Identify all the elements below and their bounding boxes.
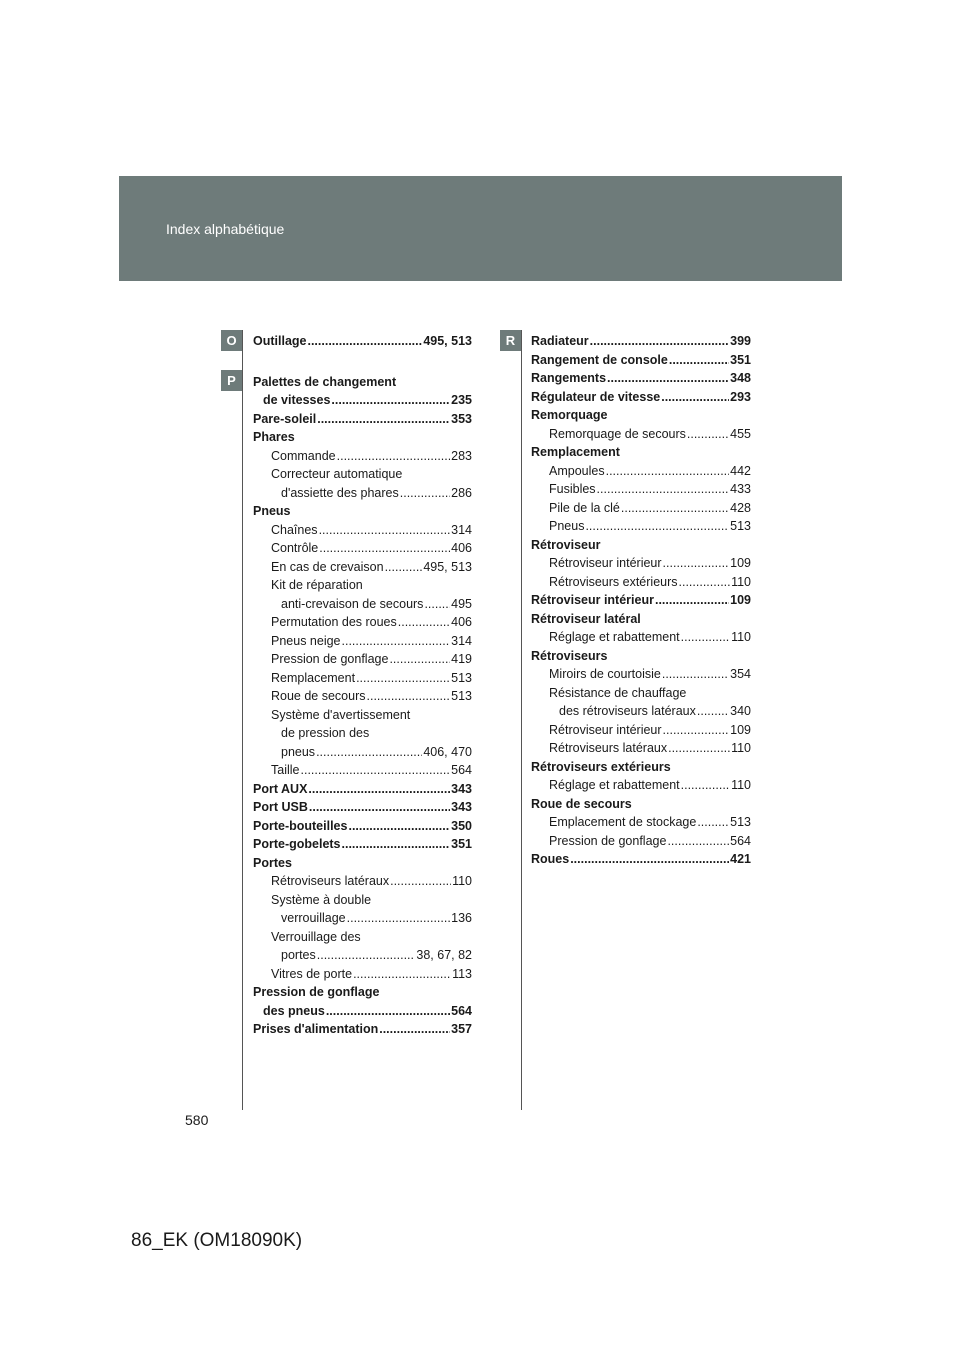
index-subentry: Réglage et rabattement ..... 110 <box>531 628 751 647</box>
index-entry: Rangement de console ..... 351 <box>531 351 751 370</box>
index-entry: Portes <box>253 855 292 870</box>
index-subentry: Verrouillage des <box>271 929 361 944</box>
index-subentry: pneus ..... 406, 470 <box>253 743 472 762</box>
index-subentry: d'assiette des phares ..... 286 <box>253 484 472 503</box>
index-entry: Pare-soleil ..... 353 <box>253 410 472 429</box>
index-entry: Porte-bouteilles ..... 350 <box>253 817 472 836</box>
index-entry: Port USB ..... 343 <box>253 798 472 817</box>
index-subentry: Système à double <box>271 892 372 907</box>
index-subentry: Chaînes ..... 314 <box>253 521 472 540</box>
column-rule-left <box>242 330 243 1110</box>
index-entry: Rétroviseurs <box>531 648 608 663</box>
index-entry: Port AUX ..... 343 <box>253 780 472 799</box>
section-header <box>119 176 842 281</box>
index-subentry: Remorquage de secours ..... 455 <box>531 425 751 444</box>
index-subentry: Miroirs de courtoisie ..... 354 <box>531 665 751 684</box>
index-subentry: anti-crevaison de secours ..... 495 <box>253 595 472 614</box>
index-column-left <box>253 332 472 1039</box>
index-entry: Prises d'alimentation ..... 357 <box>253 1020 472 1039</box>
index-entry: Rétroviseurs extérieurs <box>531 759 671 774</box>
index-entry: Roue de secours <box>531 796 632 811</box>
index-subentry: Pression de gonflage ..... 419 <box>253 650 472 669</box>
index-subentry: Correcteur automatique <box>271 467 403 481</box>
letter-tab-p: P <box>221 370 242 391</box>
index-subentry: Kit de réparation <box>271 578 363 592</box>
index-entry: Phares <box>253 430 295 444</box>
index-subentry: Réglage et rabattement ..... 110 <box>531 776 751 795</box>
column-rule-right <box>521 330 522 1110</box>
index-entry: Roues ..... 421 <box>531 850 751 869</box>
document-footer: 86_EK (OM18090K) <box>131 1230 303 1251</box>
index-subentry: Résistance de chauffage <box>549 685 687 700</box>
index-subentry: de pression des <box>281 726 370 740</box>
index-entry: Rétroviseur latéral <box>531 611 641 626</box>
index-subentry: Pile de la clé ..... 428 <box>531 499 751 518</box>
index-column-right <box>531 332 751 869</box>
index-subentry: Permutation des roues ..... 406 <box>253 613 472 632</box>
index-subentry: Ampoules ..... 442 <box>531 462 751 481</box>
index-subentry: Emplacement de stockage ..... 513 <box>531 813 751 832</box>
index-subentry: Commande ..... 283 <box>253 447 472 466</box>
section-title: Index alphabétique <box>166 221 285 237</box>
index-subentry: Remplacement ..... 513 <box>253 669 472 688</box>
index-entry: Régulateur de vitesse ..... 293 <box>531 388 751 407</box>
index-subentry: Rétroviseur intérieur ..... 109 <box>531 721 751 740</box>
index-subentry: Fusibles ..... 433 <box>531 480 751 499</box>
index-entry: Palettes de changement <box>253 374 397 389</box>
index-subentry: Taille ..... 564 <box>253 761 472 780</box>
index-subentry: Rétroviseurs extérieurs ..... 110 <box>531 573 751 592</box>
index-subentry: Vitres de porte ..... 113 <box>253 965 472 984</box>
index-subentry: Système d'avertissement <box>271 707 411 722</box>
index-entry: Outillage ..... 495, 513 <box>253 332 472 351</box>
index-subentry: Pression de gonflage ..... 564 <box>531 832 751 851</box>
index-entry: Remplacement <box>531 445 620 459</box>
index-subentry: Pneus ..... 513 <box>531 517 751 536</box>
index-entry: Rétroviseur intérieur ..... 109 <box>531 591 751 610</box>
index-entry: Rangements ..... 348 <box>531 369 751 388</box>
index-entry: Pneus <box>253 504 291 518</box>
index-entry: des pneus ..... 564 <box>253 1002 472 1021</box>
index-subentry: Rétroviseur intérieur ..... 109 <box>531 554 751 573</box>
index-subentry: Rétroviseurs latéraux ..... 110 <box>253 872 472 891</box>
letter-tab-r: R <box>500 330 521 351</box>
index-subentry: des rétroviseurs latéraux ..... 340 <box>531 702 751 721</box>
index-entry: de vitesses ..... 235 <box>253 391 472 410</box>
page-number: 580 <box>185 1112 209 1128</box>
index-subentry: Rétroviseurs latéraux ..... 110 <box>531 739 751 758</box>
index-entry: Rétroviseur <box>531 537 601 552</box>
letter-tab-o: O <box>221 330 242 351</box>
index-subentry: Contrôle ..... 406 <box>253 539 472 558</box>
index-entry: Radiateur ..... 399 <box>531 332 751 351</box>
index-subentry: portes ..... 38, 67, 82 <box>253 946 472 965</box>
index-entry: Remorquage <box>531 408 608 422</box>
index-subentry: Pneus neige ..... 314 <box>253 632 472 651</box>
index-entry: Pression de gonflage <box>253 985 380 999</box>
index-entry: Porte-gobelets ..... 351 <box>253 835 472 854</box>
index-subentry: verrouillage ..... 136 <box>253 909 472 928</box>
index-subentry: Roue de secours ..... 513 <box>253 687 472 706</box>
index-subentry: En cas de crevaison ..... 495, 513 <box>253 558 472 577</box>
